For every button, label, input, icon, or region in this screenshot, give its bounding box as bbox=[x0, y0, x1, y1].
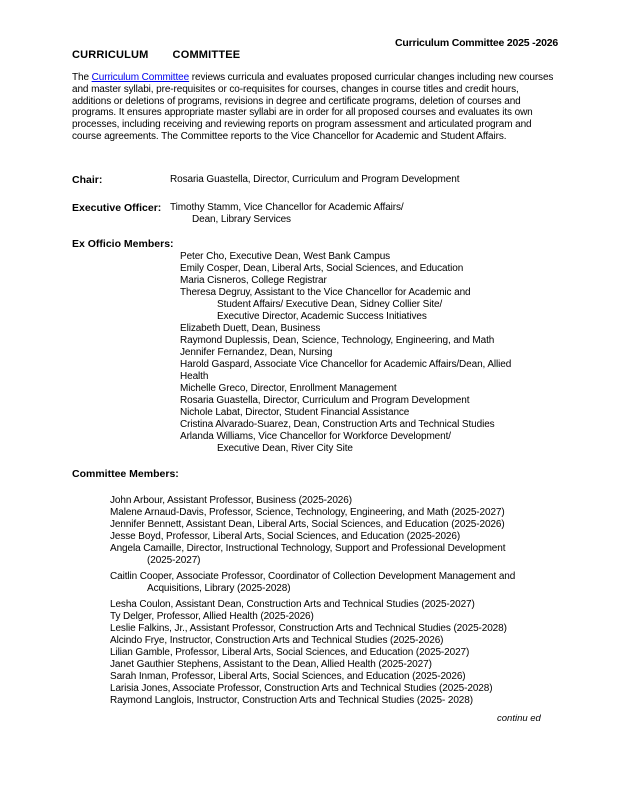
committee-member-list bbox=[110, 495, 588, 707]
running-header: Curriculum Committee 2025 -2026 bbox=[394, 37, 558, 49]
ex-officio-member: Peter Cho, Executive Dean, West Bank Campus bbox=[180, 251, 391, 262]
ex-officio-list bbox=[180, 251, 580, 455]
ex-officio-member: Theresa Degruy, Assistant to the Vice Chancellor for Academic and bbox=[180, 287, 471, 298]
ex-officio-member: Arlanda Williams, Vice Chancellor for Workforce Development/ bbox=[180, 431, 451, 442]
chair-label: Chair: bbox=[72, 174, 103, 186]
committee-member-wrap: (2025-2027) bbox=[147, 555, 201, 566]
ex-officio-member-wrap: Health bbox=[180, 371, 209, 382]
executive-officer-line-2: Dean, Library Services bbox=[192, 214, 291, 225]
continued-marker: continu ed bbox=[497, 713, 541, 724]
committee-member: Sarah Inman, Professor, Liberal Arts, Social Sciences, and Education (2025-2026) bbox=[110, 671, 466, 682]
executive-officer-label: Executive Officer: bbox=[72, 202, 162, 214]
committee-member: Jennifer Bennett, Assistant Dean, Liberal Arts, Social Sciences, and Education (2025-2026) bbox=[110, 519, 505, 530]
committee-member: Malene Arnaud-Davis, Professor, Science, Technology, Engineering, and Math (2025-2027) bbox=[110, 507, 505, 518]
ex-officio-member: Rosaria Guastella, Director, Curriculum and Program Development bbox=[180, 395, 470, 406]
ex-officio-member-wrap: Executive Dean, River City Site bbox=[217, 443, 353, 454]
page-title-word-2: COMMITTEE bbox=[172, 49, 241, 61]
committee-members-heading: Committee Members: bbox=[72, 468, 179, 480]
committee-member: Angela Camaille, Director, Instructional Technology, Support and Professional Development bbox=[110, 543, 506, 554]
committee-member: Raymond Langlois, Instructor, Construction Arts and Technical Studies (2025- 2028) bbox=[110, 695, 473, 706]
ex-officio-member: Jennifer Fernandez, Dean, Nursing bbox=[180, 347, 333, 358]
ex-officio-member: Raymond Duplessis, Dean, Science, Technology, Engineering, and Math bbox=[180, 335, 495, 346]
ex-officio-member-wrap: Student Affairs/ Executive Dean, Sidney Collier Site/ bbox=[217, 299, 443, 310]
committee-member: Alcindo Frye, Instructor, Construction Arts and Technical Studies (2025-2026) bbox=[110, 635, 444, 646]
ex-officio-member: Harold Gaspard, Associate Vice Chancellor for Academic Affairs/Dean, Allied bbox=[180, 359, 512, 370]
intro-text-post: reviews curricula and evaluates proposed curricular changes including new courses and master syllabi, pre-requisites or co-requisites for courses, changes in course titles and credit hours, additions or deletions of programs, revisions in degree and certificate programs, deletion of courses and programs. It ensures appropriate master syllabi are in order for all proposed courses and evaluates its own processes, including receiving and reviewing reports on program assessment and articulated program and course agreements. The Committee reports to the Vice Chancellor for Academic and Student Affairs. bbox=[72, 72, 554, 142]
page-title-word-1: CURRICULUM bbox=[72, 49, 149, 61]
committee-member: Caitlin Cooper, Associate Professor, Coordinator of Collection Development Management and bbox=[110, 571, 516, 582]
committee-member: Lilian Gamble, Professor, Liberal Arts, Social Sciences, and Education (2025-2027) bbox=[110, 647, 470, 658]
committee-member: John Arbour, Assistant Professor, Business (2025-2026) bbox=[110, 495, 352, 506]
executive-officer-value bbox=[170, 202, 404, 226]
committee-member: Jesse Boyd, Professor, Liberal Arts, Social Sciences, and Education (2025-2026) bbox=[110, 531, 461, 542]
curriculum-committee-link[interactable]: Curriculum Committee bbox=[91, 72, 190, 83]
ex-officio-member: Nichole Labat, Director, Student Financial Assistance bbox=[180, 407, 410, 418]
executive-officer-row bbox=[72, 202, 404, 226]
intro-paragraph bbox=[72, 72, 560, 143]
page-title bbox=[72, 49, 240, 61]
ex-officio-member: Maria Cisneros, College Registrar bbox=[180, 275, 327, 286]
committee-member: Janet Gauthier Stephens, Assistant to the Dean, Allied Health (2025-2027) bbox=[110, 659, 432, 670]
ex-officio-member-wrap: Executive Director, Academic Success Initiatives bbox=[217, 311, 427, 322]
ex-officio-member: Emily Cosper, Dean, Liberal Arts, Social Sciences, and Education bbox=[180, 263, 464, 274]
ex-officio-member: Elizabeth Duett, Dean, Business bbox=[180, 323, 321, 334]
committee-member: Larisia Jones, Associate Professor, Construction Arts and Technical Studies (2025-2028) bbox=[110, 683, 493, 694]
ex-officio-heading: Ex Officio Members: bbox=[72, 238, 174, 250]
committee-member: Leslie Falkins, Jr., Assistant Professor, Construction Arts and Technical Studies (2025-2028) bbox=[110, 623, 507, 634]
committee-member: Ty Delger, Professor, Allied Health (2025-2026) bbox=[110, 611, 314, 622]
intro-text-pre: The bbox=[72, 72, 92, 83]
ex-officio-member: Michelle Greco, Director, Enrollment Management bbox=[180, 383, 397, 394]
committee-member-wrap: Acquisitions, Library (2025-2028) bbox=[147, 583, 291, 594]
chair-row bbox=[72, 174, 459, 186]
chair-value: Rosaria Guastella, Director, Curriculum and Program Development bbox=[170, 174, 460, 185]
committee-member: Lesha Coulon, Assistant Dean, Construction Arts and Technical Studies (2025-2027) bbox=[110, 599, 475, 610]
executive-officer-line-1: Timothy Stamm, Vice Chancellor for Academic Affairs/ bbox=[170, 202, 404, 213]
ex-officio-member: Cristina Alvarado-Suarez, Dean, Construction Arts and Technical Studies bbox=[180, 419, 495, 430]
